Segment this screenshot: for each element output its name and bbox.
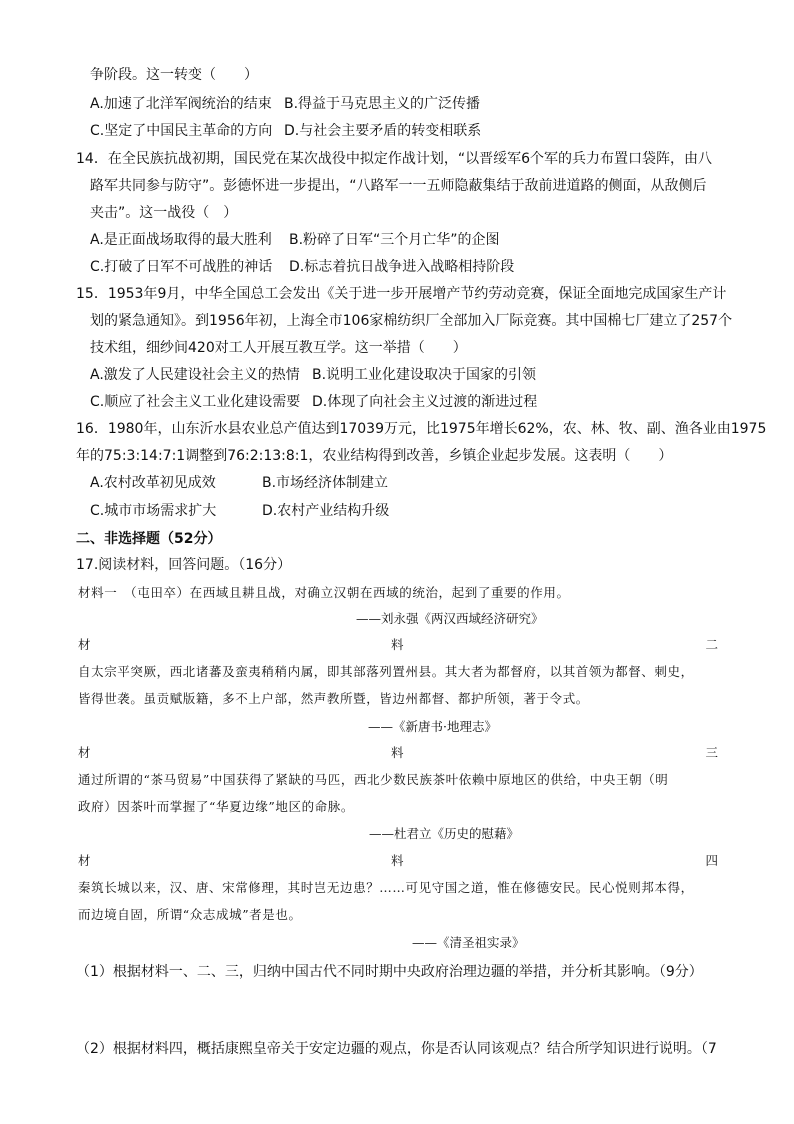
material-label-char: 二 [705, 637, 718, 652]
q16-option-b: B.市场经济体制建立 [262, 475, 389, 491]
material-3-source: ——杜君立《历史的慰藉》 [369, 826, 520, 841]
q15-stem-line2: 划的紧急通知》。到1956年初，上海全市106家棉纺织厂全部加入厂际竞赛。其中国棉七厂建立了257个 [90, 313, 733, 329]
material-label-char: 材 [78, 637, 91, 652]
q16-stem-line1: 16．1980年，山东沂水县农业总产值达到17039万元，比1975年增长62%，农、林、牧、副、渔各业由1975 [76, 421, 767, 437]
q14-option-c: C.打破了日军不可战胜的神话 [90, 259, 273, 275]
q17-stem: 17.阅读材料，回答问题。（16分） [76, 557, 292, 573]
q15-stem-line1: 15．1953年9月，中华全国总工会发出《关于进一步开展增产节约劳动竞赛，保证全面地完成国家生产计 [76, 286, 727, 302]
q17-subquestion-1: （1）根据材料一、二、三，归纳中国古代不同时期中央政府治理边疆的举措，并分析其影响。（9分） [76, 964, 703, 980]
material-1-source: ——刘永强《两汉西域经济研究》 [356, 611, 544, 626]
q15-stem-line3: 技术组，细纱间420对工人开展互教互学。这一举措（ ） [90, 340, 467, 356]
q13-option-b: B.得益于马克思主义的广泛传播 [284, 96, 481, 112]
q14-option-d: D.标志着抗日战争进入战略相持阶段 [289, 259, 515, 275]
q16-option-c: C.城市市场需求扩大 [90, 503, 217, 519]
material-4-source: ——《清圣祖实录》 [412, 935, 525, 950]
q15-option-b: B.说明工业化建设取决于国家的引领 [312, 367, 537, 383]
material-label-char: 料 [391, 745, 404, 760]
material-label-char: 料 [391, 853, 404, 868]
material-4-line1: 秦筑长城以来，汉、唐、宋常修理，其时岂无边患？……可见守国之道，惟在修德安民。民心悦则邦本得， [78, 880, 694, 895]
q16-stem-line2: 年的75:3:14:7:1调整到76:2:13:8:1，农业结构得到改善，乡镇企业起步发展。这表明（ ） [76, 448, 673, 464]
q16-option-d: D.农村产业结构升级 [262, 503, 390, 519]
q13-stem-tail: 争阶段。这一转变（ ） [90, 67, 258, 83]
material-2-source: ——《新唐书·地理志》 [368, 719, 497, 734]
material-3-line2: 政府）因茶叶而掌握了“华夏边缘”地区的命脉。 [78, 799, 354, 814]
q15-option-a: A.激发了人民建设社会主义的热情 [90, 367, 300, 383]
q13-option-c: C.坚定了中国民主革命的方向 [90, 123, 273, 139]
material-3-line1: 通过所谓的“茶马贸易”中国获得了紧缺的马匹，西北少数民族茶叶依赖中原地区的供给，中央王朝（明 [78, 772, 669, 787]
q15-option-c: C.顺应了社会主义工业化建设需要 [90, 394, 301, 410]
q16-option-a: A.农村改革初见成效 [90, 475, 216, 491]
material-label-char: 材 [78, 853, 91, 868]
q14-option-b: B.粉碎了日军“三个月亡华”的企图 [289, 232, 500, 248]
material-label-char: 四 [705, 853, 718, 868]
material-label-char: 三 [705, 745, 718, 760]
material-2-line2: 皆得世袭。虽贡赋版籍，多不上户部，然声教所暨，皆边州都督、都护所领，著于令式。 [78, 691, 589, 706]
material-label-char: 材 [78, 745, 91, 760]
section-heading: 二、非选择题（52分） [76, 531, 222, 547]
material-1-text: 材料一 （屯田卒）在西域且耕且战，对确立汉朝在西域的统治，起到了重要的作用。 [78, 585, 570, 600]
q14-option-a: A.是正面战场取得的最大胜利 [90, 232, 272, 248]
q13-option-d: D.与社会主要矛盾的转变相联系 [284, 123, 482, 139]
material-label-char: 料 [391, 637, 404, 652]
material-4-line2: 而边境自固，所谓“众志成城”者是也。 [78, 907, 302, 922]
q14-stem-line2: 路军共同参与防守”。彭德怀进一步提出，“八路军一一五师隐蔽集结于敌前进道路的侧面，从敌侧后 [90, 178, 707, 194]
material-2-line1: 自太宗平突厥，西北诸蕃及蛮夷稍稍内属，即其部落列置州县。其大者为都督府，以其首领为都督、刺史， [78, 664, 694, 679]
q13-option-a: A.加速了北洋军阀统治的结束 [90, 96, 272, 112]
q15-option-d: D.体现了向社会主义过渡的渐进过程 [312, 394, 538, 410]
q17-subquestion-2: （2）根据材料四，概括康熙皇帝关于安定边疆的观点，你是否认同该观点？结合所学知识进行说明。（7 [76, 1041, 717, 1057]
q14-stem-line1: 14．在全民族抗战初期，国民党在某次战役中拟定作战计划，“以晋绥军6个军的兵力布置口袋阵，由八 [76, 151, 712, 167]
q14-stem-line3: 夹击”。这一战役（ ） [90, 205, 238, 221]
